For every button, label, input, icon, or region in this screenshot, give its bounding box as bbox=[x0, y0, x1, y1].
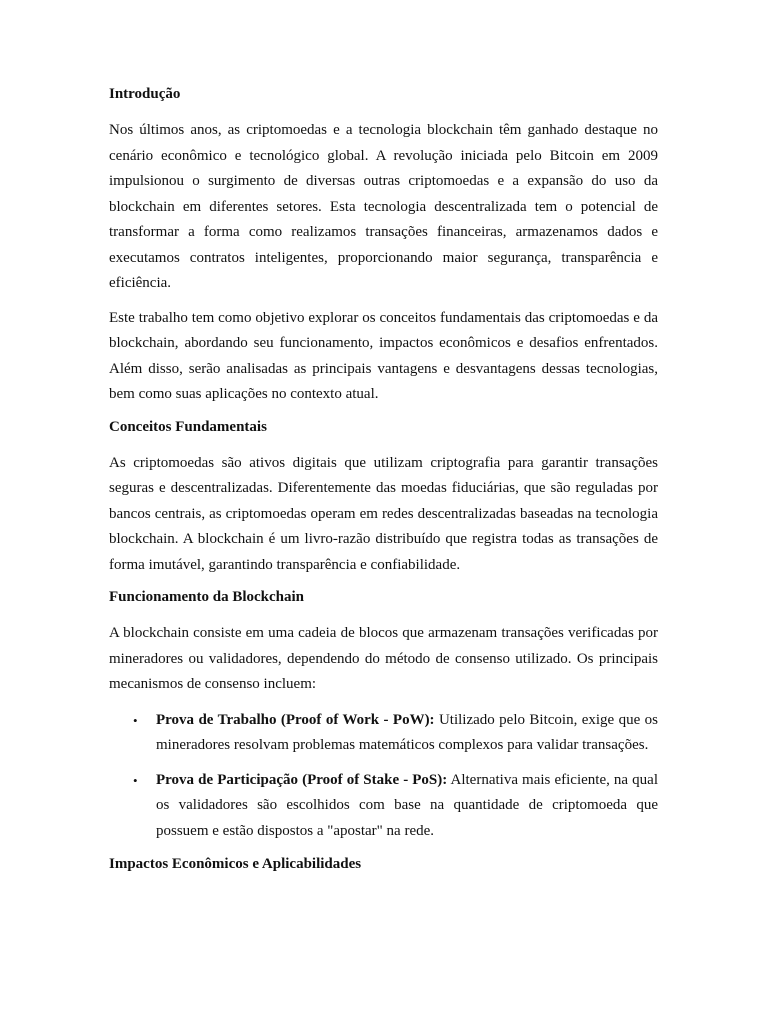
intro-paragraph-1: Nos últimos anos, as criptomoedas e a tecnologia blockchain têm ganhado destaque no cenário econômico e tecnológico global. A revolução iniciada pelo Bitcoin em 2009 impulsionou o surgimento de diversas outras criptomoedas e a expansão do uso da blockchain em diferentes setores. Esta tecnologia descentralizada tem o potencial de transformar a forma como realizamos transações financeiras, armazenamos dados e executamos contratos inteligentes, proporcionando maior segurança, transparência e eficiência. bbox=[109, 122, 658, 291]
bullet-icon: • bbox=[133, 772, 138, 788]
bullet-icon: • bbox=[133, 712, 138, 728]
list-item-term: Prova de Trabalho (Proof of Work - PoW): bbox=[156, 711, 435, 728]
intro-paragraph-2: Este trabalho tem como objetivo explorar os conceitos fundamentais das criptomoedas e da blockchain, abordando seu funcionamento, impactos econômicos e desafios enfrentados. Além disso, serão analisadas as principais vantagens e desvantagens dessas tecnologias, bem como suas aplicações no contexto atual. bbox=[109, 309, 658, 402]
consensus-list bbox=[109, 708, 658, 845]
list-item-text: Utilizado pelo Bitcoin, exige que os mineradores resolvam problemas matemáticos complexos para validar transações. bbox=[156, 711, 658, 753]
list-item-pos bbox=[109, 768, 658, 845]
list-item-term: Prova de Participação (Proof of Stake - PoS): bbox=[156, 771, 448, 788]
list-item-text: Alternativa mais eficiente, na qual os validadores são escolhidos com base na quantidade de criptomoeda que possuem e estão dispostos a "apostar" na rede. bbox=[156, 771, 658, 839]
document-page bbox=[109, 84, 658, 888]
blockchain-paragraph: A blockchain consiste em uma cadeia de blocos que armazenam transações verificadas por mineradores ou validadores, dependendo do método de consenso utilizado. Os principais mecanismos de consenso incluem: bbox=[109, 625, 658, 692]
list-item-pow bbox=[109, 708, 658, 759]
concepts-heading: Conceitos Fundamentais bbox=[109, 418, 267, 435]
concepts-paragraph: As criptomoedas são ativos digitais que utilizam criptografia para garantir transações seguras e descentralizadas. Diferentemente das moedas fiduciárias, que são reguladas por bancos centrais, as criptomoedas operam em redes descentralizadas baseadas na tecnologia blockchain. A blockchain é um livro-razão distribuído que registra todas as transações de forma imutável, garantindo transparência e confiabilidade. bbox=[109, 454, 658, 573]
blockchain-heading: Funcionamento da Blockchain bbox=[109, 589, 305, 605]
intro-heading: Introdução bbox=[109, 86, 181, 102]
impacts-heading: Impactos Econômicos e Aplicabilidades bbox=[109, 856, 362, 872]
